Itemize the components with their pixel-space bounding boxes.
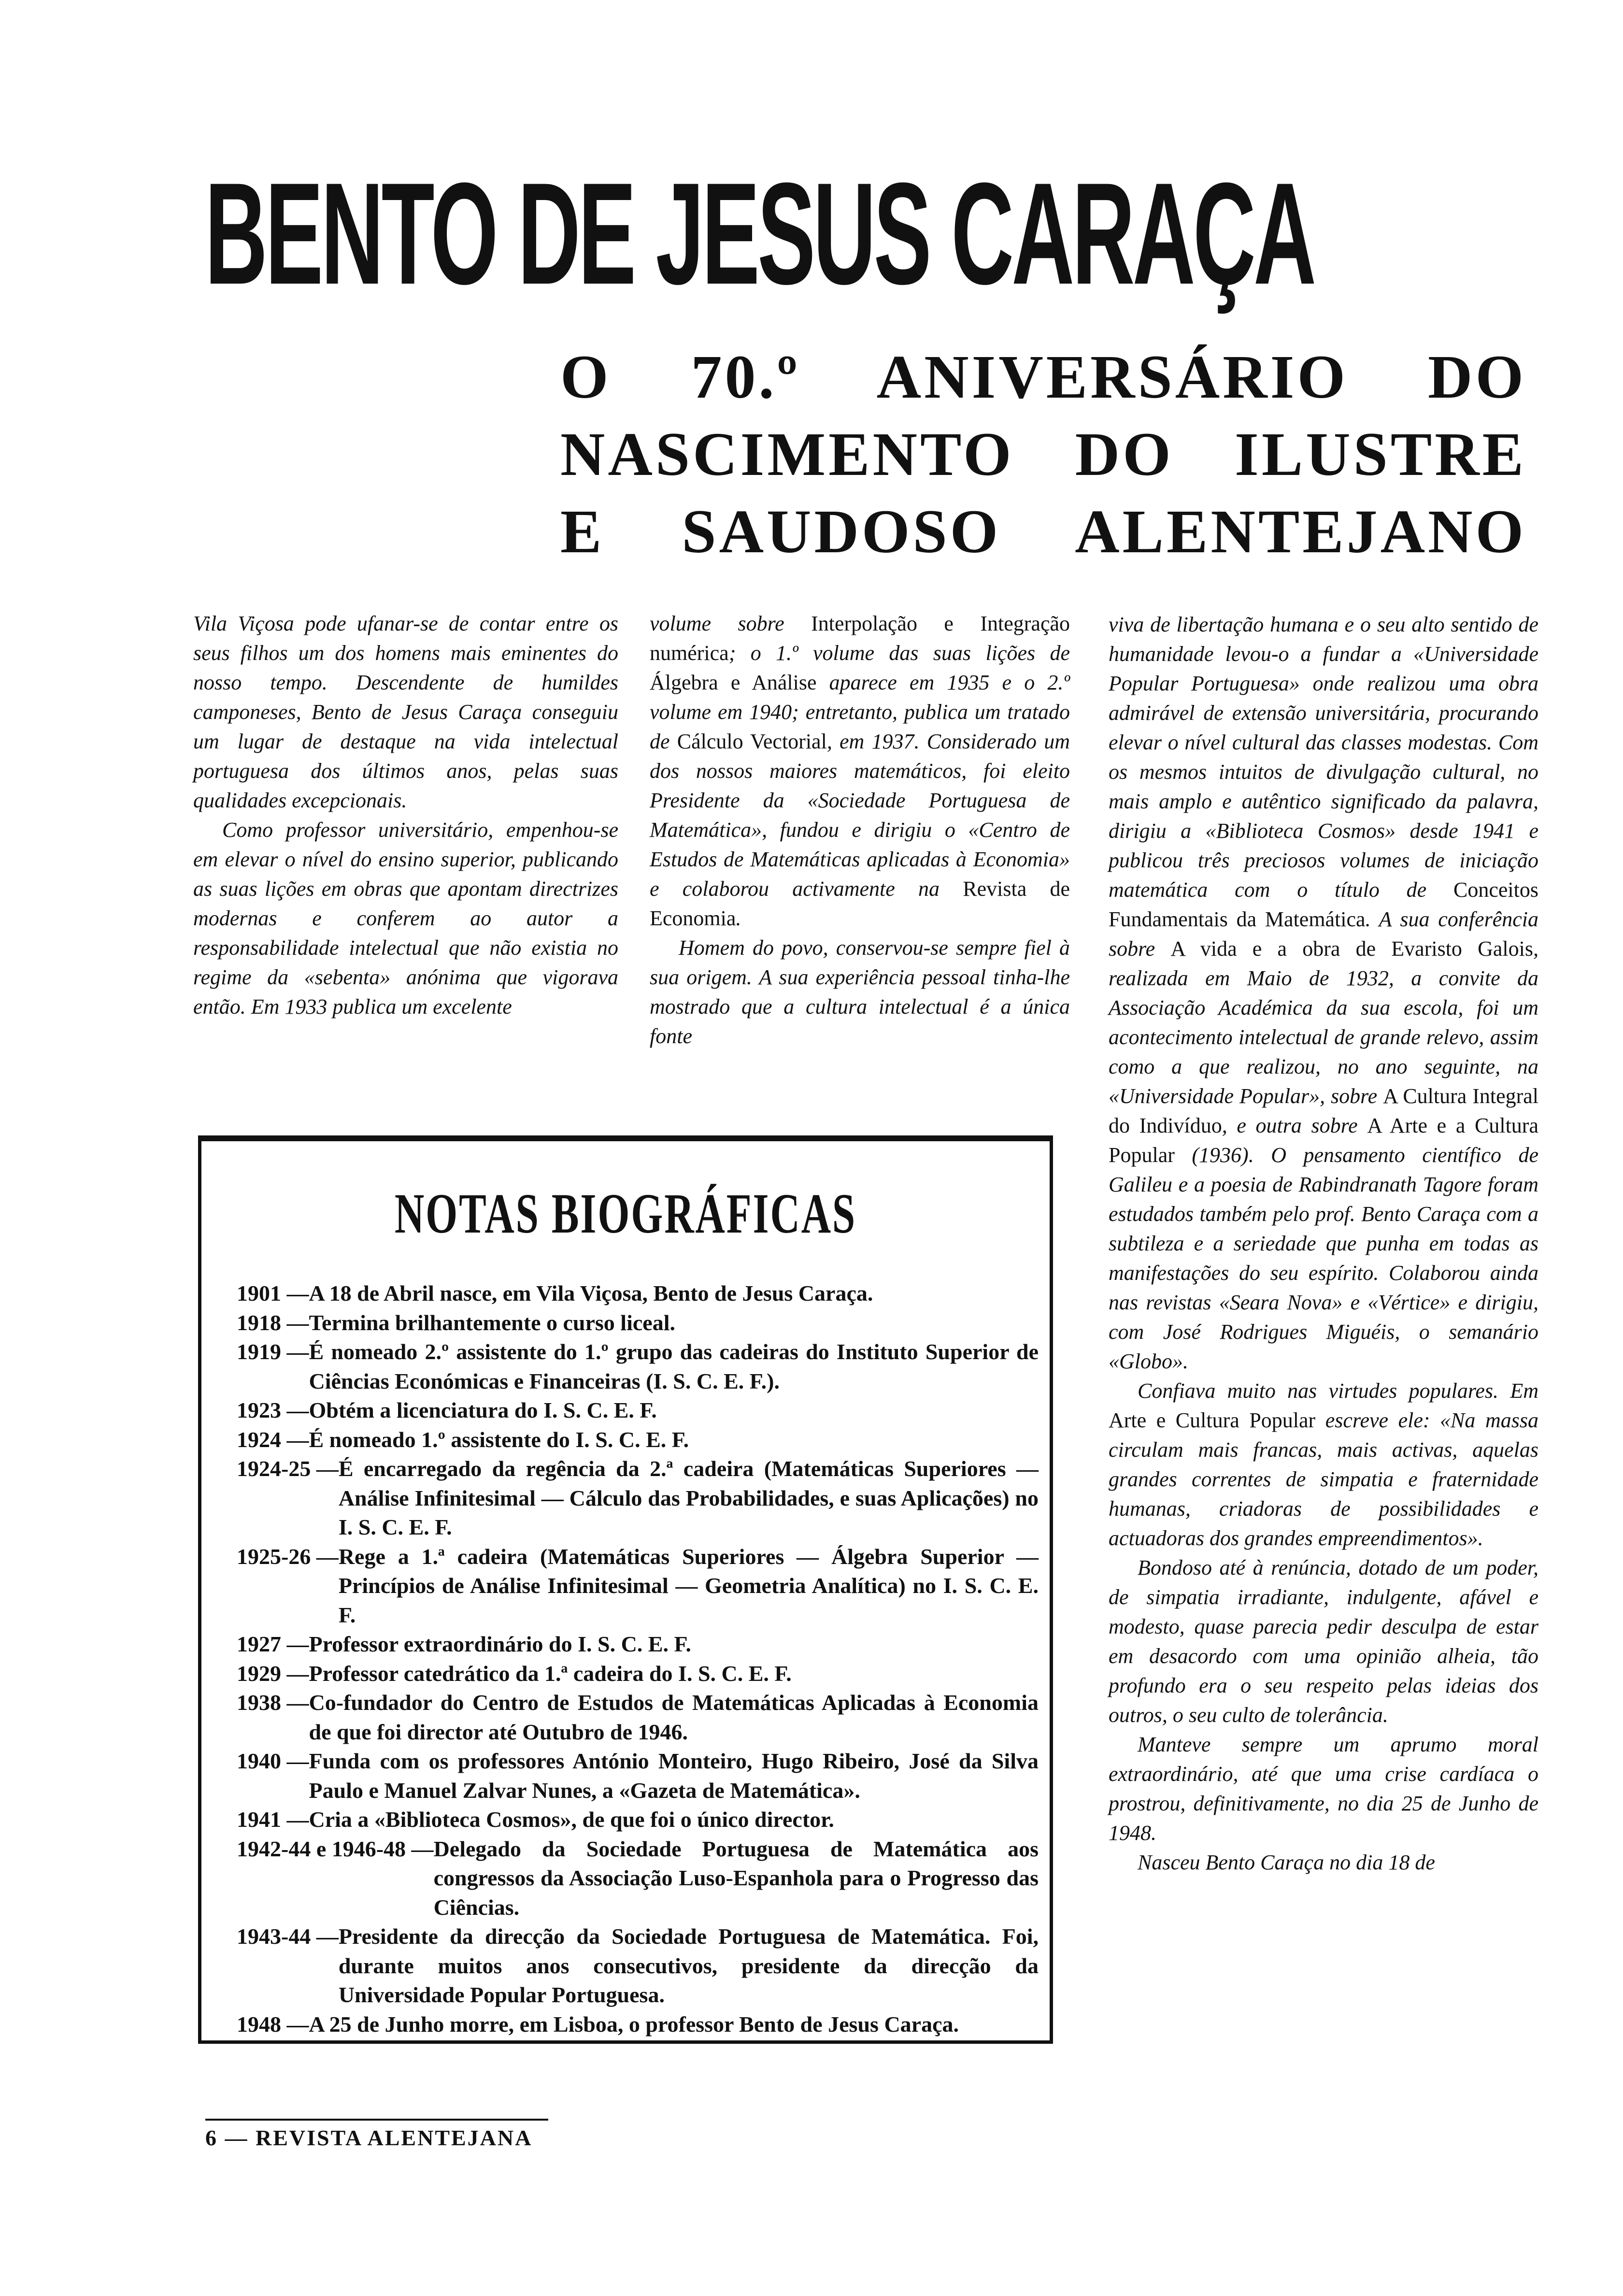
note-text: É nomeado 2.º assistente do 1.º grupo das cadeiras do Instituto Superior de Ciências Económicas e Financeiras (I. S. C. E. F.). bbox=[309, 1339, 1039, 1393]
paragraph bbox=[1109, 610, 1538, 1376]
note-item bbox=[237, 1308, 1039, 1338]
note-year: 1924-25 — bbox=[237, 1456, 339, 1481]
note-year: 1940 — bbox=[237, 1749, 309, 1773]
note-item bbox=[237, 1454, 1039, 1542]
page-footer: 6 — REVISTA ALENTEJANA bbox=[205, 2125, 533, 2150]
text-column-2 bbox=[650, 609, 1070, 1092]
note-text: É encarregado da regência da 2.ª cadeira (Matemáticas Superiores — Análise Infinitesimal — Cálculo das Probabilidades, e suas Aplicações) no I. S. C. E. F. bbox=[338, 1456, 1039, 1539]
notes-title: NOTAS BIOGRÁFICAS bbox=[394, 1182, 857, 1245]
paragraph: Homem do povo, conservou-se sempre fiel à sua origem. A sua experiência pessoal tinha-lhe mostrado que a cultura intelectual é a única fonte bbox=[650, 936, 1070, 1048]
note-item bbox=[237, 1542, 1039, 1630]
paragraph: Como professor universitário, empenhou-se em elevar o nível do ensino superior, publicando as suas lições em obras que apontam directrizes modernas e conferem ao autor a responsabilidade intelectual que não existia no regime da «sebenta» anónima que vigorava então. Em 1933 publica um excelente bbox=[193, 818, 618, 1019]
journal-title: Revista de Economia bbox=[650, 877, 1070, 930]
text-run: (1936). O pensamento científico de Galileu e a poesia de Rabindranath Tagore foram estudados também pelo prof. Bento Caraça com a subtileza e a seriedade que punha em todas as manifestações do seu espírito. Colaborou ainda nas revistas «Seara Nova» e «Vértice» e dirigiu, com José Rodrigues Miguéis, o semanário «Globo». bbox=[1109, 1143, 1538, 1373]
note-text: Delegado da Sociedade Portuguesa de Matemática aos congressos da Associação Luso-Espanhola para o Progresso das Ciências. bbox=[433, 1836, 1039, 1920]
note-year: 1918 — bbox=[237, 1310, 309, 1335]
note-text: É nomeado 1.º assistente do I. S. C. E. F. bbox=[309, 1427, 689, 1452]
text-column-3 bbox=[1109, 610, 1538, 2059]
note-year: 1943-44 — bbox=[237, 1924, 339, 1949]
note-text: A 25 de Junho morre, em Lisboa, o professor Bento de Jesus Caraça. bbox=[309, 2011, 959, 2037]
text-run: escreve ele: «Na massa circulam mais francas, mais activas, aquelas grandes correntes de simpatia e fraternidade humanas, criadoras de possibilidades e actuadoras dos grandes empreendimentos». bbox=[1109, 1408, 1538, 1550]
note-year: 1929 — bbox=[237, 1661, 309, 1686]
footer-rule bbox=[205, 2119, 548, 2121]
text-run: viva de libertação humana e o seu alto sentido de humanidade levou-o a fundar a «Universidade Popular Portuguesa» onde realizou uma obra admirável de extensão universitária, procurando elevar o nível cultural das classes modestas. Com os mesmos intuitos de divulgação cultural, no mais amplo e autêntico significado da palavra, dirigiu a «Biblioteca Cosmos» desde 1941 e publicou três preciosos volumes de iniciação matemática com o título de bbox=[1109, 613, 1538, 902]
note-year: 1925-26 — bbox=[237, 1544, 339, 1569]
book-title: A Arte e a Cultura Popular bbox=[1109, 1114, 1538, 1167]
note-item bbox=[237, 1425, 1039, 1455]
paragraph: Vila Viçosa pode ufanar-se de contar entre os seus filhos um dos homens mais eminentes do nosso tempo. Descendente de humildes camponeses, Bento de Jesus Caraça conseguiu um lugar de destaque na vida intelectual portuguesa dos últimos anos, pelas suas qualidades excepcionais. bbox=[193, 612, 618, 812]
subtitle-line: E SAUDOSO ALENTEJANO bbox=[560, 497, 1526, 566]
note-text: Professor catedrático da 1.ª cadeira do I. S. C. E. F. bbox=[309, 1661, 792, 1686]
note-text: A 18 de Abril nasce, em Vila Viçosa, Bento de Jesus Caraça. bbox=[309, 1281, 873, 1306]
text-run: Confiava muito nas virtudes populares. Em bbox=[1138, 1379, 1538, 1403]
note-text: Cria a «Biblioteca Cosmos», de que foi o único director. bbox=[309, 1807, 834, 1832]
note-text: Professor extraordinário do I. S. C. E. F. bbox=[309, 1632, 691, 1656]
text-run: , realizada em Maio de 1932, a convite da Associação Académica da sua escola, foi um acontecimento intelectual de grande relevo, assim como a que realizou, no ano seguinte, na «Universidade Popular», sobre bbox=[1109, 937, 1538, 1108]
note-text: Co-fundador do Centro de Estudos de Matemáticas Aplicadas à Economia de que foi director até Outubro de 1946. bbox=[309, 1690, 1039, 1744]
text-run: aparece em 1935 e o 2.º volume em 1940; entretanto, publica um tratado de bbox=[650, 671, 1070, 753]
book-title: Conceitos Fundamentais da Matemática bbox=[1109, 878, 1538, 931]
text-run: , em 1937. Considerado um dos nossos maiores matemáticos, foi eleito Presidente da «Sociedade Portuguesa de Matemática», fundou e dirigiu o «Centro de Estudos de Matemáticas aplicadas à Economia» e colaborou activamente na bbox=[650, 730, 1070, 901]
note-text: Funda com os professores António Monteiro, Hugo Ribeiro, José da Silva Paulo e Manuel Zalvar Nunes, a «Gazeta de Matemática». bbox=[309, 1749, 1039, 1803]
book-title: A Cultura Integral do Indivíduo bbox=[1109, 1084, 1539, 1137]
text-run: ; o 1.º volume das suas lições de bbox=[728, 641, 1070, 665]
subtitle-line: O 70.º ANIVERSÁRIO DO bbox=[560, 343, 1526, 411]
subtitle bbox=[560, 338, 1526, 570]
paragraph bbox=[1109, 1376, 1538, 1553]
biographical-notes-box bbox=[198, 1135, 1053, 2044]
paragraph: Manteve sempre um aprumo moral extraordinário, até que uma crise cardíaca o prostrou, definitivamente, no dia 25 de Junho de 1948. bbox=[1109, 1733, 1538, 1845]
note-item bbox=[237, 1688, 1039, 1747]
text-run: . bbox=[736, 906, 741, 930]
note-item bbox=[237, 1396, 1039, 1425]
note-item bbox=[237, 1630, 1039, 1659]
note-year: 1938 — bbox=[237, 1690, 309, 1715]
note-text: Presidente da direcção da Sociedade Portuguesa de Matemática. Foi, durante muitos anos consecutivos, presidente da direcção da Universidade Popular Portuguesa. bbox=[338, 1924, 1039, 2007]
note-year: 1927 — bbox=[237, 1632, 309, 1656]
note-item bbox=[237, 2010, 1039, 2039]
note-year: 1919 — bbox=[237, 1339, 309, 1364]
note-item bbox=[237, 1835, 1039, 1923]
note-item bbox=[237, 1279, 1039, 1308]
note-item bbox=[237, 1337, 1039, 1396]
book-title: Cálculo Vectorial bbox=[677, 730, 827, 753]
note-year: 1941 — bbox=[237, 1807, 309, 1832]
text-column-1 bbox=[193, 609, 618, 1092]
note-text: Rege a 1.ª cadeira (Matemáticas Superiores — Álgebra Superior — Princípios de Análise Infinitesimal — Geometria Analítica) no I. S. C. E. F. bbox=[338, 1544, 1039, 1627]
book-title: Álgebra e Análise bbox=[650, 671, 817, 694]
book-title: Interpolação e Integração numérica bbox=[650, 612, 1070, 665]
text-run: volume sobre bbox=[650, 612, 812, 635]
note-year: 1901 — bbox=[237, 1281, 309, 1306]
paragraph: Bondoso até à renúncia, dotado de um poder, de simpatia irradiante, indulgente, afável e modesto, quase parecia pedir desculpa de estar em desacordo com uma opinião alheia, tão profundo era o seu respeito pelas ideias dos outros, o seu culto de tolerância. bbox=[1109, 1556, 1538, 1727]
book-title: Arte e Cultura Popular bbox=[1109, 1408, 1316, 1432]
note-text: Obtém a licenciatura do I. S. C. E. F. bbox=[309, 1398, 657, 1422]
note-item bbox=[237, 1805, 1039, 1835]
note-year: 1942-44 e 1946-48 — bbox=[237, 1836, 434, 1861]
note-item bbox=[237, 1922, 1039, 2010]
note-year: 1923 — bbox=[237, 1398, 309, 1422]
note-item bbox=[237, 1659, 1039, 1689]
note-year: 1924 — bbox=[237, 1427, 309, 1452]
page-title: BENTO DE JESUS CARAÇA bbox=[205, 152, 1314, 315]
paragraph: Nasceu Bento Caraça no dia 18 de bbox=[1138, 1851, 1435, 1874]
paragraph bbox=[650, 609, 1070, 933]
note-year: 1948 — bbox=[237, 2011, 309, 2037]
note-item bbox=[237, 1747, 1039, 1805]
text-run: , e outra sobre bbox=[1222, 1114, 1367, 1137]
text-run: . A sua conferência sobre bbox=[1109, 907, 1538, 961]
subtitle-line: NASCIMENTO DO ILUSTRE bbox=[560, 420, 1526, 488]
note-text: Termina brilhantemente o curso liceal. bbox=[309, 1310, 675, 1335]
notes-list bbox=[237, 1279, 1039, 2039]
book-title: A vida e a obra de Evaristo Galois bbox=[1170, 937, 1533, 961]
